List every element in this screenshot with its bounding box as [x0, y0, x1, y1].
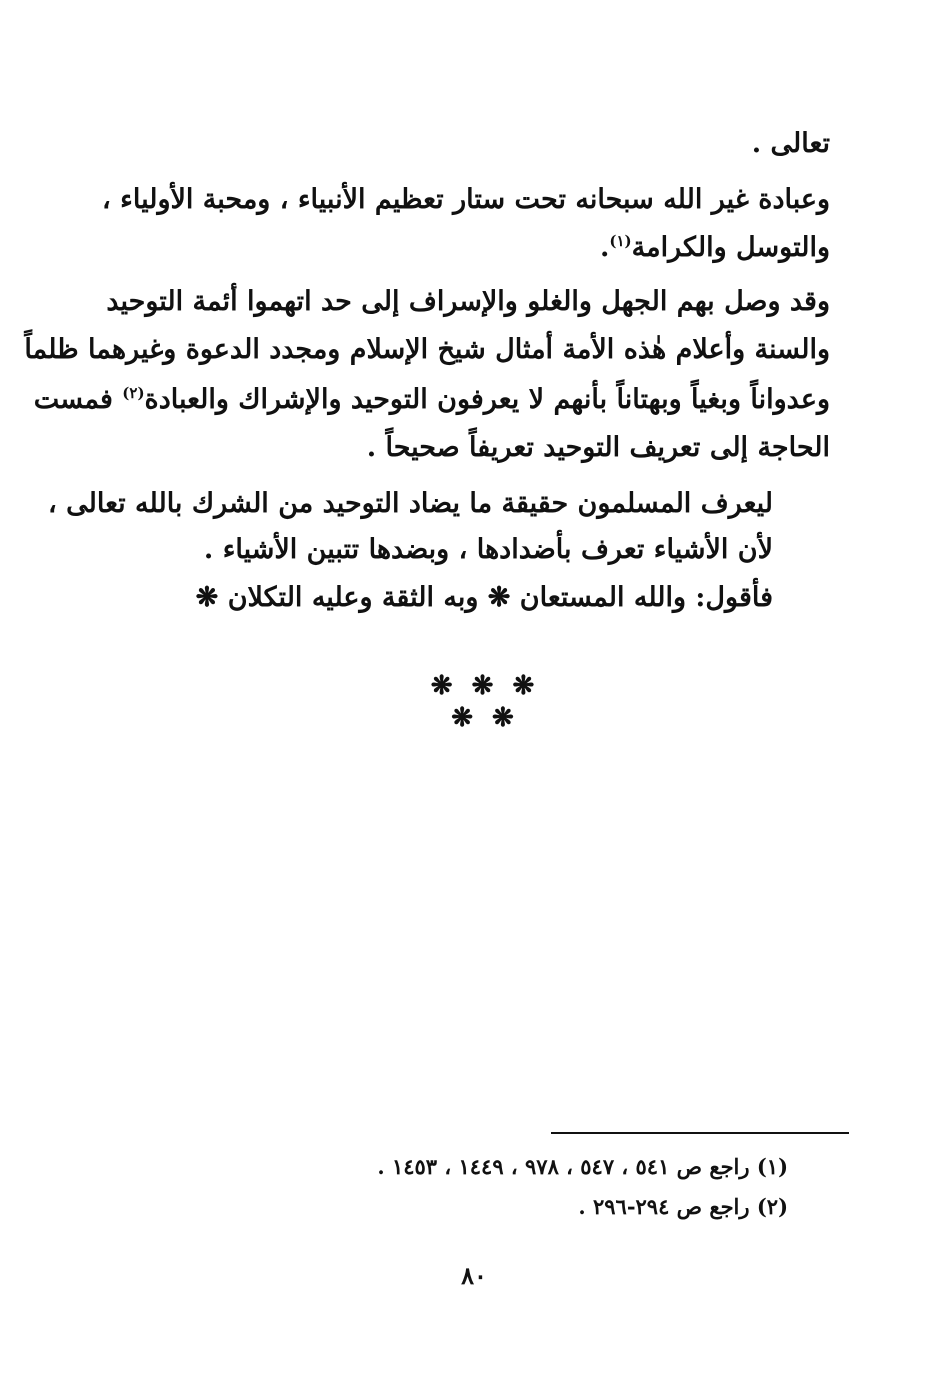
- body-line-6: [33, 380, 830, 420]
- body-line-3: [110, 228, 830, 268]
- body-line-9: لأن الأشياء تعرف بأضدادها ، وبضدها تتبين الأشياء .: [203, 534, 773, 565]
- body-line-8: ليعرف المسلمون حقيقة ما يضاد التوحيد من الشرك بالله تعالى ،: [48, 488, 773, 519]
- body-line-10: فأقول: والله المستعان ❋ وبه الثقة وعليه التكلان ❋: [195, 582, 773, 613]
- footnote-1: (١) راجع ص ٥٤١ ، ٥٤٧ ، ٩٧٨ ، ١٤٤٩ ، ١٤٥٣ .: [377, 1154, 788, 1179]
- footnote-divider: [551, 1132, 849, 1134]
- body-line-2: وعبادة غير الله سبحانه تحت ستار تعظيم الأنبياء ، ومحبة الأولياء ،: [102, 184, 830, 215]
- body-line-7: الحاجة إلى تعريف التوحيد تعريفاً صحيحاً .: [366, 432, 830, 463]
- footnote-ref-2[interactable]: (٢): [122, 384, 145, 402]
- footnote-ref-1[interactable]: (١): [609, 232, 632, 250]
- section-separator-stars: ❋ ❋ ❋ ❋ ❋: [430, 671, 540, 733]
- page-number: ٨٠: [461, 1261, 487, 1290]
- body-line-6-text: وعدواناً وبغياً وبهتاناً بأنهم لا يعرفون التوحيد والإشراك والعبادة: [144, 384, 830, 415]
- body-line-5: والسنة وأعلام هٰذه الأمة أمثال شيخ الإسلام ومجدد الدعوة وغيرهما ظلماً: [24, 334, 830, 365]
- body-line-4: وقد وصل بهم الجهل والغلو والإسراف إلى حد اتهموا أئمة التوحيد: [106, 286, 830, 317]
- body-line-3-text: والتوسل والكرامة: [631, 232, 830, 263]
- body-line-3-end: .: [599, 232, 610, 263]
- body-line-1: تعالى .: [751, 128, 830, 159]
- body-line-6-end: فمست: [33, 384, 123, 415]
- footnote-2: (٢) راجع ص ٢٩٤-٢٩٦ .: [578, 1194, 788, 1219]
